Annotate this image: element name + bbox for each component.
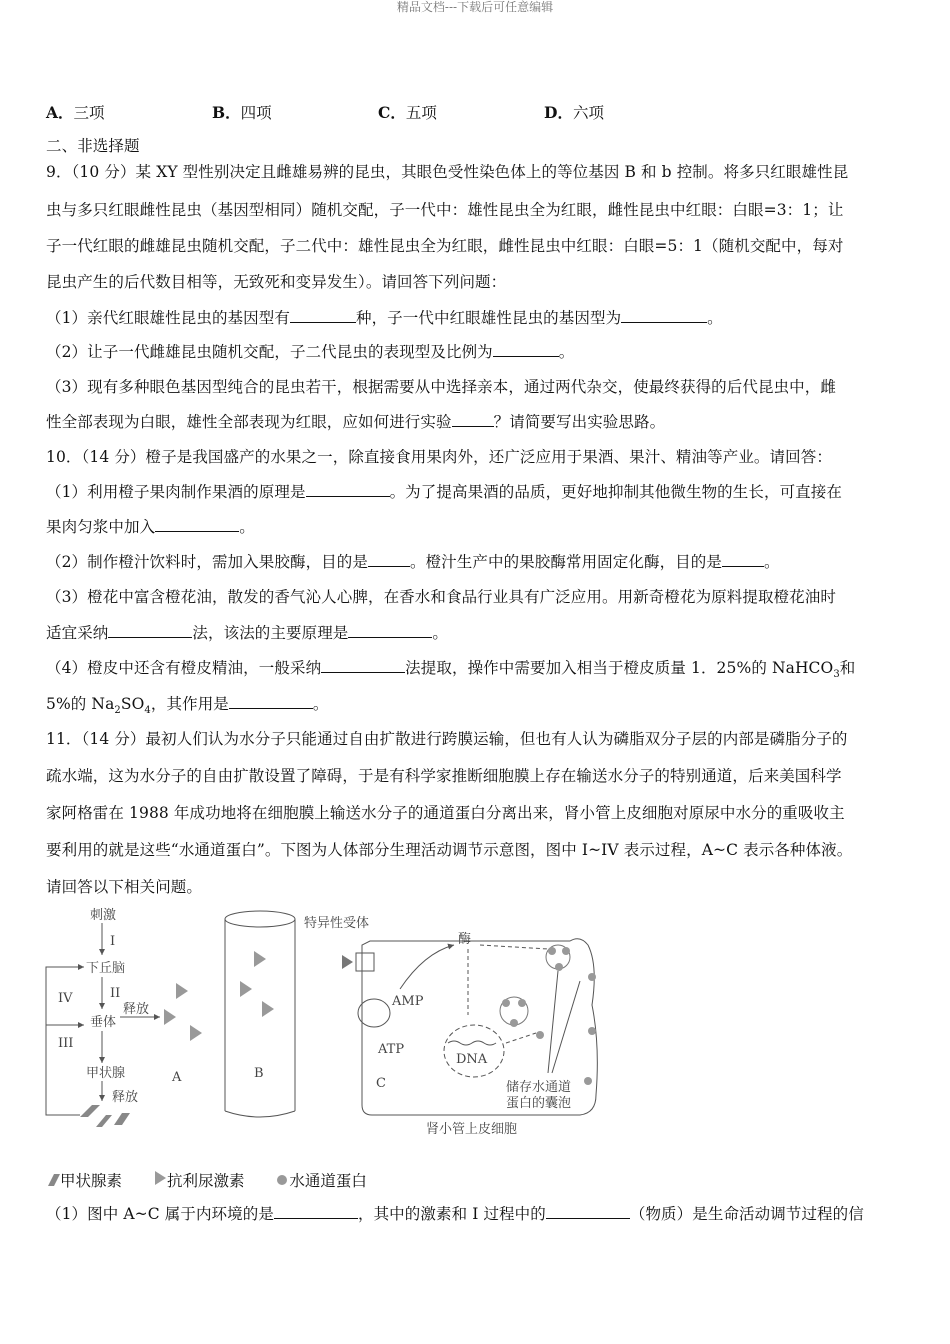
aquaporin-dot [588,1027,596,1035]
q10-part-1-end: 。 [239,518,255,536]
q10-part-4-end: 。 [312,695,329,713]
aquaporin-dot [562,947,570,955]
option-text: 三项 [73,104,105,122]
q10-part-1-text-c: 果肉匀浆中加入 [46,518,156,536]
answer-blank[interactable] [306,482,390,497]
q11-line-2: 疏水端，这为水分子的自由扩散设置了障碍，于是有科学家推断细胞膜上存在输送水分子的特别通道，后来美国科学 [46,767,842,785]
thyroxine-shape [96,1115,112,1127]
q10-part-4-text-d: 5%的 Na [46,695,115,713]
adh-triangle [164,1009,176,1025]
q9-part-2-text: （2）让子一代雌雄昆虫随机交配，子二代昆虫的表现型及比例为 [46,343,493,361]
subscript: 3 [833,669,840,681]
aquaporin-dot [536,1031,544,1039]
physiology-diagram [40,905,620,1141]
receptor-box [356,953,374,971]
dashed-arrow [480,945,548,949]
q10-part-1a [46,482,908,502]
section-heading: 二、非选择题 [46,137,140,155]
thyroxine-shape [80,1105,100,1117]
aquaporin-dot [588,973,596,981]
answer-blank[interactable] [621,308,707,323]
q11-line-1: 11．（14 分）最初人们认为水分子只能通过自由扩散进行跨膜运输，但也有人认为磷脂双分子层的内部是磷脂分子的 [46,730,848,748]
q9-part-1 [46,308,908,328]
label-vesicle-1: 储存水通道 [506,1080,572,1095]
option-text: 六项 [572,104,604,122]
label-process-iii: III [58,1036,74,1051]
q9-part-3-end: ？请简要写出实验思路。 [493,413,666,431]
q10-part-2-end: 。 [763,553,780,571]
q10-part-3-text-b: 法，该法的主要原理是 [192,624,349,642]
label-pituitary: 垂体 [90,1015,117,1030]
q10-part-4a [46,658,908,685]
q9-part-2-end: 。 [558,343,575,361]
q10-part-2 [46,552,908,572]
adh-triangle [240,981,252,997]
subscript: 2 [114,705,121,717]
thyroxine-legend-icon [46,1172,60,1186]
answer-blank[interactable] [348,623,432,638]
answer-blank[interactable] [546,1204,630,1219]
adh-triangle [342,955,353,969]
legend-label: 抗利尿激素 [166,1172,245,1190]
answer-blank[interactable] [290,308,356,323]
label-process-i: I [110,934,116,949]
q10-line-1: 10．（14 分）橙子是我国盛产的水果之一，除直接食用果肉外，还广泛应用于果酒、果汁、精油等产业。请回答： [46,448,832,466]
answer-blank[interactable] [452,412,494,427]
q9-part-3b [46,412,908,432]
diagram-legend [46,1169,393,1191]
aquaporin-dot [510,1019,518,1027]
adh-triangle [254,951,266,967]
label-process-iv: IV [58,991,73,1006]
pointer-line [552,981,580,1073]
dna-strand [448,1041,496,1045]
option-letter: C． [378,103,406,122]
aquaporin-dot [548,947,556,955]
legend-label: 甲状腺素 [60,1172,123,1190]
q11-part-1 [46,1204,908,1224]
label-cell: 肾小管上皮细胞 [426,1122,518,1137]
aquaporin-dot [502,999,510,1007]
q10-part-4-text-c: 和 [839,659,856,677]
label-dna: DNA [456,1052,488,1067]
label-stimulus: 刺激 [90,908,117,923]
label-receptor: 特异性受体 [304,916,370,931]
label-hypothalamus: 下丘脑 [86,961,126,976]
vessel-bottom [225,1111,295,1117]
label-release-1: 释放 [123,1002,150,1017]
label-process-ii: II [110,986,121,1001]
dashed-arrow [506,1033,536,1043]
q11-part-1-text-b: ，其中的激素和 I 过程中的 [357,1205,546,1223]
label-amp: AMP [392,994,424,1009]
organelle [358,999,390,1027]
q9-part-1-text-b: 种，子一代中红眼雄性昆虫的基因型为 [355,309,622,327]
q10-part-4-text-f: ，其作用是 [150,695,229,713]
answer-blank[interactable] [321,658,405,673]
label-atp: ATP [378,1042,405,1057]
subscript: 4 [144,705,151,717]
legend-thyroxine [46,1169,122,1191]
q11-part-1-text-c: （物质）是生命活动调节过程的信 [629,1205,864,1223]
option-text: 四项 [240,104,272,122]
label-enzyme: 酶 [458,932,472,947]
q10-part-4-text: （4）橙皮中还含有橙皮精油，一般采纳 [46,659,322,677]
option-letter: A． [46,103,74,122]
answer-blank[interactable] [108,623,192,638]
q9-part-2 [46,342,908,362]
nucleus [444,1025,504,1077]
legend-aquaporin [275,1169,367,1191]
q9-line-4: 昆虫产生的后代数目相等，无致死和变异发生）。请回答下列问题： [46,273,507,291]
label-region-a: A [172,1070,182,1085]
legend-adh [153,1169,245,1191]
aquaporin-dot [584,1077,592,1085]
label-vesicle-2: 蛋白的囊泡 [506,1096,572,1111]
label-thyroid: 甲状腺 [86,1066,126,1081]
label-region-b: B [254,1066,264,1081]
q10-part-1-text-b: 。为了提高果酒的品质，更好地抑制其他微生物的生长，可直接在 [389,483,842,501]
q10-part-2-text: （2）制作橙汁饮料时，需加入果胶酶，目的是 [46,553,368,571]
aquaporin-legend-icon [275,1172,289,1186]
q11-line-5: 请回答以下相关问题。 [46,878,203,896]
vessel-top [225,911,295,927]
q9-part-3-text: 性全部表现为白眼，雄性全部表现为红眼，应如何进行实验 [46,413,452,431]
arrow [400,945,454,989]
option-text: 五项 [405,104,437,122]
answer-blank[interactable] [155,517,239,532]
answer-blank[interactable] [229,694,313,709]
q9-part-3a: （3）现有多种眼色基因型纯合的昆虫若干，根据需要从中选择亲本，通过两代杂交，使最终获得的后代昆虫中，雌 [46,378,836,396]
page-header: 精品文档---下载后可任意编辑 [396,0,554,14]
thyroxine-shape [114,1113,130,1125]
option-letter: D． [544,103,573,122]
q10-part-2-text-b: 。橙汁生产中的果胶酶常用固定化酶，目的是 [409,553,722,571]
label-release-2: 释放 [112,1090,139,1105]
answer-blank[interactable] [368,552,410,567]
q9-line-2: 虫与多只红眼雌性昆虫（基因型相同）随机交配，子一代中：雄性昆虫全为红眼，雌性昆虫中红眼：白眼=3：1；让 [46,201,844,219]
legend-label: 水通道蛋白 [289,1172,367,1190]
answer-blank[interactable] [722,552,764,567]
q9-part-1-text: （1）亲代红眼雄性昆虫的基因型有 [46,309,290,327]
q9-line-3: 子一代红眼的雌雄昆虫随机交配，子二代中：雄性昆虫全为红眼，雌性昆虫中红眼：白眼=5：1（随机交配中，每对 [46,237,844,255]
q10-part-1b [46,517,908,537]
q10-part-3-end: 。 [432,624,449,642]
adh-triangle [262,1001,274,1017]
adh-triangle [190,1025,202,1041]
aquaporin-dot [555,963,563,971]
q11-part-1-text: （1）图中 A~C 属于内环境的是 [46,1205,274,1223]
q10-part-3b [46,623,908,643]
answer-blank[interactable] [493,342,559,357]
q10-part-3-text: 适宜采纳 [46,624,109,642]
label-region-c: C [376,1076,386,1091]
q11-line-3: 家阿格雷在 1988 年成功地将在细胞膜上输送水分子的通道蛋白分离出来，肾小管上皮细胞对原尿中水分的重吸收主 [46,804,845,822]
aquaporin-dot [518,999,526,1007]
q9-part-1-end: 。 [707,309,723,327]
q11-line-4: 要利用的就是这些“水通道蛋白”。下图为人体部分生理活动调节示意图，图中 I~IV 表示过程，A~C 表示各种体液。 [46,841,853,859]
q10-part-1-text: （1）利用橙子果肉制作果酒的原理是 [46,483,306,501]
q10-part-4-text-e: SO [120,695,145,713]
option-b [212,101,272,123]
option-c [378,101,437,123]
option-d [544,101,604,123]
q10-part-4-text-b: 法提取，操作中需要加入相当于橙皮质量 1．25%的 NaHCO [405,659,834,677]
option-a [46,101,105,123]
q10-part-3a: （3）橙花中富含橙花油，散发的香气沁人心脾，在香水和食品行业具有广泛应用。用新奇橙花为原料提取橙花油时 [46,588,836,606]
q10-part-4b [46,694,908,721]
answer-blank[interactable] [274,1204,358,1219]
option-letter: B． [212,103,241,122]
adh-triangle [176,983,188,999]
adh-legend-icon [153,1170,167,1186]
q9-line-1: 9．（10 分）某 XY 型性别决定且雌雄易辨的昆虫，其眼色受性染色体上的等位基因 B 和 b 控制。将多只红眼雄性昆 [46,163,849,181]
